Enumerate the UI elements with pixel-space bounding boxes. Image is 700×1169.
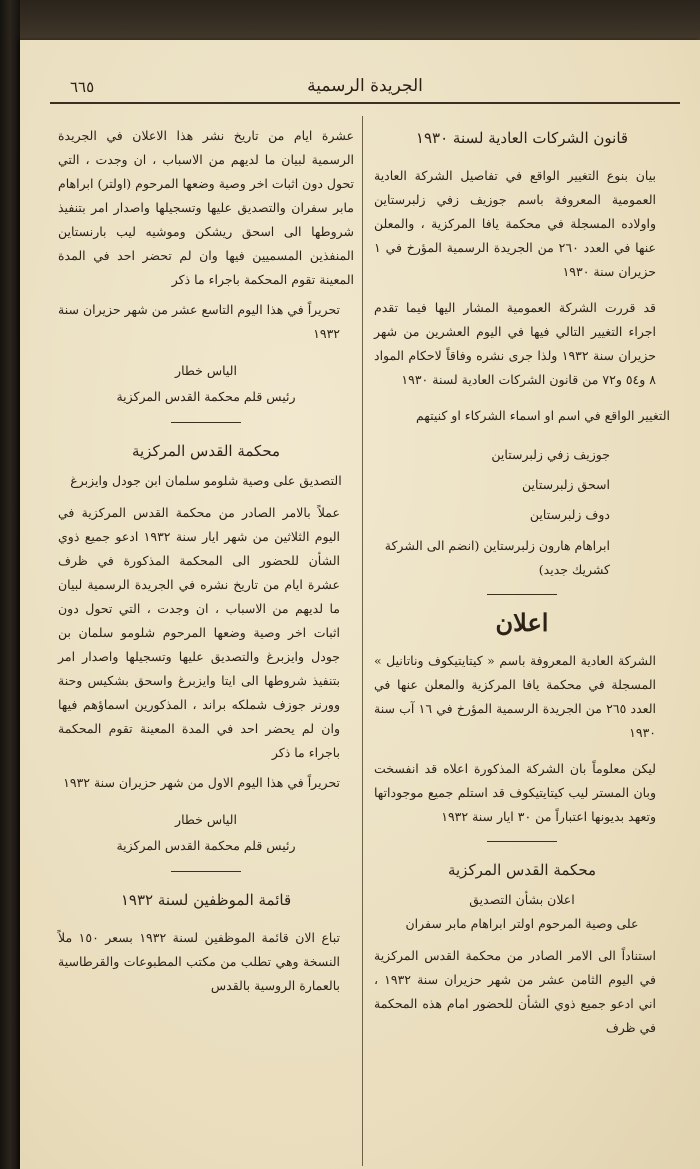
court-subtitle: التصديق على وصية شلومو سلمان ابن جودل وايزبرغ (70, 473, 342, 488)
court-title: محكمة القدس المركزية (131, 442, 281, 460)
paragraph: بيان بنوع التغيير الواقع في تفاصيل الشركة العادية العمومية المعروفة باسم جوزيف زفي زلبرستاين واولاده المسجلة في محكمة يافا المركزية ، والمعلن عنها في العدد ٢٦٠ من الجريدة الرسمية المؤرخ في ١ حزيران سنة ١٩٣٠ (374, 168, 656, 279)
list-item: اسحق زلبرستاين (522, 477, 610, 492)
page-number: ٦٦٥ (70, 78, 95, 96)
paragraph: تباع الان قائمة الموظفين لسنة ١٩٣٢ بسعر ١٥٠ ملاً النسخة وهي تطلب من مكتب المطبوعات والقرطاسية بالعمارة الروسية بالقدس (58, 930, 340, 993)
journal-title: الجريدة الرسمية (307, 76, 423, 96)
column-divider (362, 116, 363, 1166)
signature-name: الياس خطار (175, 363, 237, 378)
right-column (374, 124, 670, 1040)
left-column (58, 124, 354, 998)
paragraph: الشركة العادية المعروفة باسم « كيتايتيكوف وناتانيل » المسجلة في محكمة يافا المركزية والمعلن عنها في العدد ٢٦٥ من الجريدة الرسمية المؤرخ في ١٦ آب سنة ١٩٣٠ (374, 653, 656, 740)
list-item: دوف زلبرستاين (529, 507, 610, 522)
paragraph: التغيير الواقع في اسم او اسماء الشركاء او كنيتهم (415, 408, 670, 423)
section-rule (171, 422, 241, 423)
paragraph: ليكن معلوماً بان الشركة المذكورة اعلاه قد انفسخت وبان المستر ليب كيتايتيكوف قد استلم جميع موجوداتها وتعهد بديونها اعتباراً من ٣٠ ايار سنة ١٩٣٢ (374, 761, 656, 824)
header-rule (50, 102, 680, 104)
section-rule (487, 594, 557, 595)
paragraph: قد قررت الشركة العمومية المشار اليها فيما تقدم اجراء التغيير التالي فيها في اليوم العشرين من شهر حزيران سنة ١٩٣٢ ولذا جرى نشره وفاقاً لاحكام المواد ٨ و٥٤ و٧٢ من قانون الشركات العادية لسنة ١٩٣٠ (374, 300, 657, 387)
list-title: قائمة الموظفين لسنة ١٩٣٢ (120, 891, 292, 909)
section-title: قانون الشركات العادية لسنة ١٩٣٠ (415, 129, 629, 147)
notice-title: اعلان (495, 608, 549, 637)
list-item: ابراهام هارون زلبرستاين (انضم الى الشركة كشريك جديد) (384, 538, 610, 577)
signature-block (58, 358, 354, 410)
paragraph: عملاً بالامر الصادر من محكمة القدس المركزية في اليوم الثلاثين من شهر ايار سنة ١٩٣٢ ادعو جميع ذوي الشأن للحضور الى المحكمة المذكورة في ظرف عشرة ايام من تاريخ نشره في الجريدة الرسمية لبيان ما لديهم من الاسباب ، ان وجدت ، التي تحول دون اثبات اخر وصية وضعها المرحوم شلومو سلمان بن جودل وايزبرغ والتصديق عليها وتسجيلها واصدار امر بتنفيذ شروطها الى ايتا وايزبرغ واسحق بشكيس وحنة وورنر جوزف شملكه براند ، المذكورين اسماؤهم فيها وان لم يحضر احد في المدة المعينة تقوم المحكمة باجراء ما ذكر (58, 505, 340, 760)
court-title: محكمة القدس المركزية (447, 861, 597, 879)
date-line: تحريراً في هذا اليوم التاسع عشر من شهر حزيران سنة ١٩٣٢ (58, 302, 340, 341)
section-rule (487, 841, 557, 842)
partner-names (374, 440, 670, 582)
signature-title: رئيس قلم محكمة القدس المركزية (116, 389, 296, 404)
section-rule (171, 871, 241, 872)
signature-title: رئيس قلم محكمة القدس المركزية (116, 838, 296, 853)
signature-name: الياس خطار (175, 812, 237, 827)
signature-block (58, 807, 354, 859)
court-subtitle: على وصية المرحوم اولتر ابراهام مابر سفران (405, 916, 639, 931)
page-top-edge (20, 0, 700, 44)
list-item: جوزيف زفي زلبرستاين (491, 447, 610, 462)
paragraph: استناداً الى الامر الصادر من محكمة القدس المركزية في اليوم الثامن عشر من شهر حزيران سنة ١٩٣٢ ، اني ادعو جميع ذوي الشأن للحضور امام هذه المحكمة في ظرف (374, 948, 656, 1035)
page-header (50, 44, 680, 104)
date-line: تحريراً في هذا اليوم الاول من شهر حزيران سنة ١٩٣٢ (63, 775, 340, 790)
court-subtitle: اعلان بشأن التصديق (469, 892, 575, 907)
paragraph: عشرة ايام من تاريخ نشر هذا الاعلان في الجريدة الرسمية لبيان ما لديهم من الاسباب ، ان وجدت ، التي تحول دون اثبات اخر وصية وضعها المرحوم (اولتر) ابراهام مابر سفران والتصديق عليها وتسجيلها واصدار امر بتنفيذ شروطها الى اسحق ريشكن وموشيه ليب بارنستاين المنفذين المسميين فيها وان لم تحضر احد في المدة المعينة تقوم المحكمة باجراء ما ذكر (58, 128, 354, 287)
